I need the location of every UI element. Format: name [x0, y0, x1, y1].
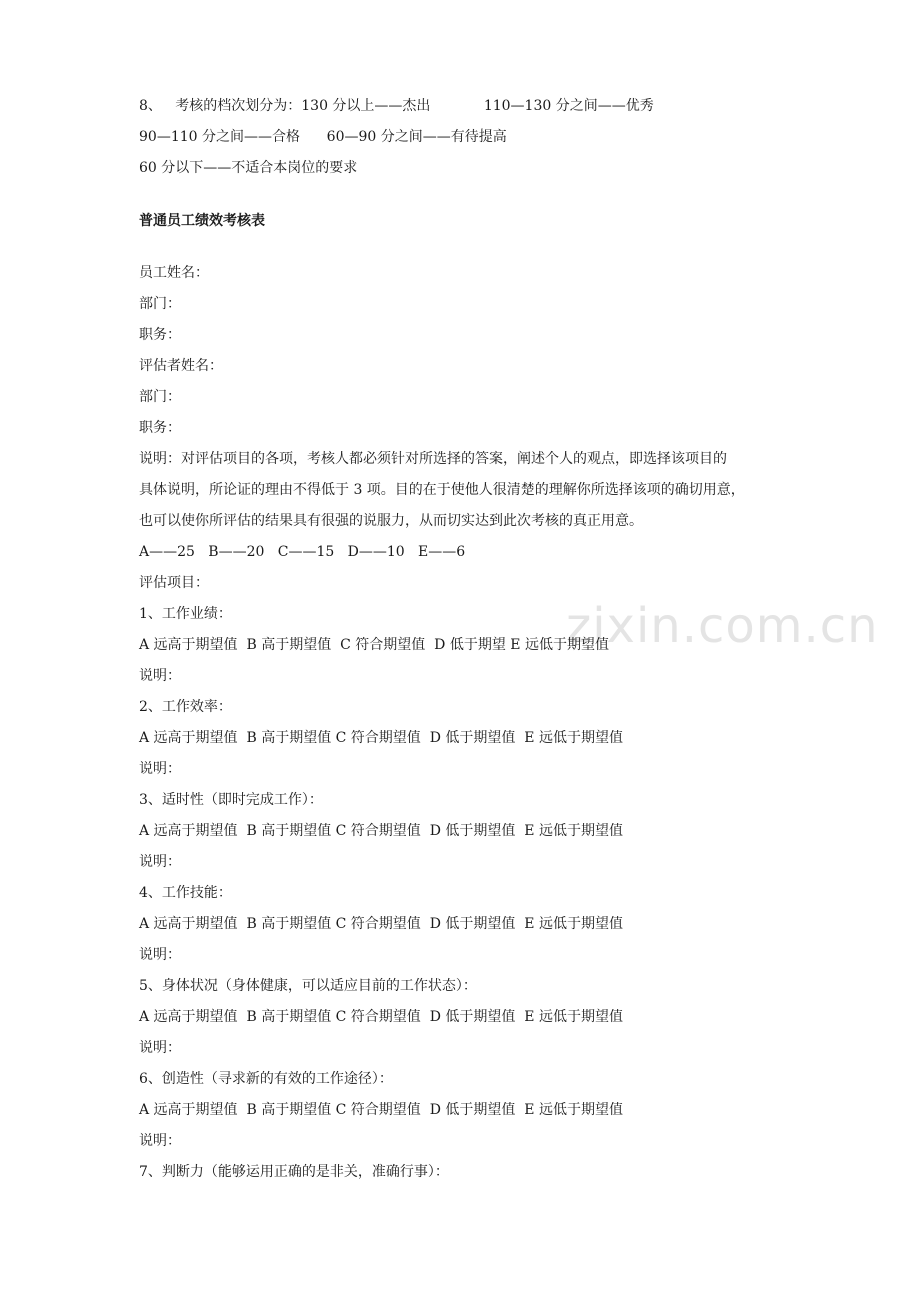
- form-title: 普通员工绩效考核表: [139, 213, 265, 229]
- item-2-title: 2、工作效率：: [139, 699, 232, 715]
- evaluator-dept-label: 部门：: [139, 389, 181, 405]
- item-5-title: 5、身体状况（身体健康，可以适应目前的工作状态）：: [139, 978, 477, 994]
- instructions-line-2: 具体说明，所论证的理由不得低于 3 项。目的在于使他人很清楚的理解你所选择该项的确切用意，: [139, 482, 745, 498]
- item-3-options: A 远高于期望值 B 高于期望值 C 符合期望值 D 低于期望值 E 远低于期望值: [139, 823, 623, 839]
- item-4-note: 说明：: [139, 947, 181, 963]
- employee-dept-label: 部门：: [139, 296, 181, 312]
- item-1-note: 说明：: [139, 668, 181, 684]
- item-6-note: 说明：: [139, 1133, 181, 1149]
- items-heading: 评估项目：: [139, 575, 209, 591]
- item-6-title: 6、创造性（寻求新的有效的工作途径）：: [139, 1071, 393, 1087]
- item-7-title: 7、判断力（能够运用正确的是非关，准确行事）：: [139, 1164, 449, 1180]
- grading-line-2: 90—110 分之间——合格 60—90 分之间——有待提高: [139, 129, 507, 145]
- item-3-title: 3、适时性（即时完成工作）：: [139, 792, 323, 808]
- evaluator-name-label: 评估者姓名：: [139, 358, 223, 374]
- item-2-note: 说明：: [139, 761, 181, 777]
- item-4-options: A 远高于期望值 B 高于期望值 C 符合期望值 D 低于期望值 E 远低于期望值: [139, 916, 623, 932]
- employee-position-label: 职务：: [139, 327, 181, 343]
- item-2-options: A 远高于期望值 B 高于期望值 C 符合期望值 D 低于期望值 E 远低于期望值: [139, 730, 623, 746]
- item-6-options: A 远高于期望值 B 高于期望值 C 符合期望值 D 低于期望值 E 远低于期望值: [139, 1102, 623, 1118]
- item-1-options: A 远高于期望值 B 高于期望值 C 符合期望值 D 低于期望 E 远低于期望值: [139, 637, 609, 653]
- item-1-title: 1、工作业绩：: [139, 606, 232, 622]
- item-5-note: 说明：: [139, 1040, 181, 1056]
- employee-name-label: 员工姓名：: [139, 265, 209, 281]
- item-3-note: 说明：: [139, 854, 181, 870]
- instructions-line-1: 说明：对评估项目的各项，考核人都必须针对所选择的答案，阐述个人的观点，即选择该项目的: [139, 451, 727, 467]
- evaluator-position-label: 职务：: [139, 420, 181, 436]
- item-4-title: 4、工作技能：: [139, 885, 232, 901]
- grading-line-3: 60 分以下——不适合本岗位的要求: [139, 160, 358, 176]
- score-scale: A——25 B——20 C——15 D——10 E——6: [139, 544, 466, 560]
- watermark: zixin.com.cn: [566, 598, 879, 654]
- instructions-line-3: 也可以使你所评估的结果具有很强的说服力，从而切实达到此次考核的真正用意。: [139, 513, 643, 529]
- item-5-options: A 远高于期望值 B 高于期望值 C 符合期望值 D 低于期望值 E 远低于期望值: [139, 1009, 623, 1025]
- grading-line-1: 8、 考核的档次划分为：130 分以上——杰出 110—130 分之间——优秀: [139, 98, 654, 114]
